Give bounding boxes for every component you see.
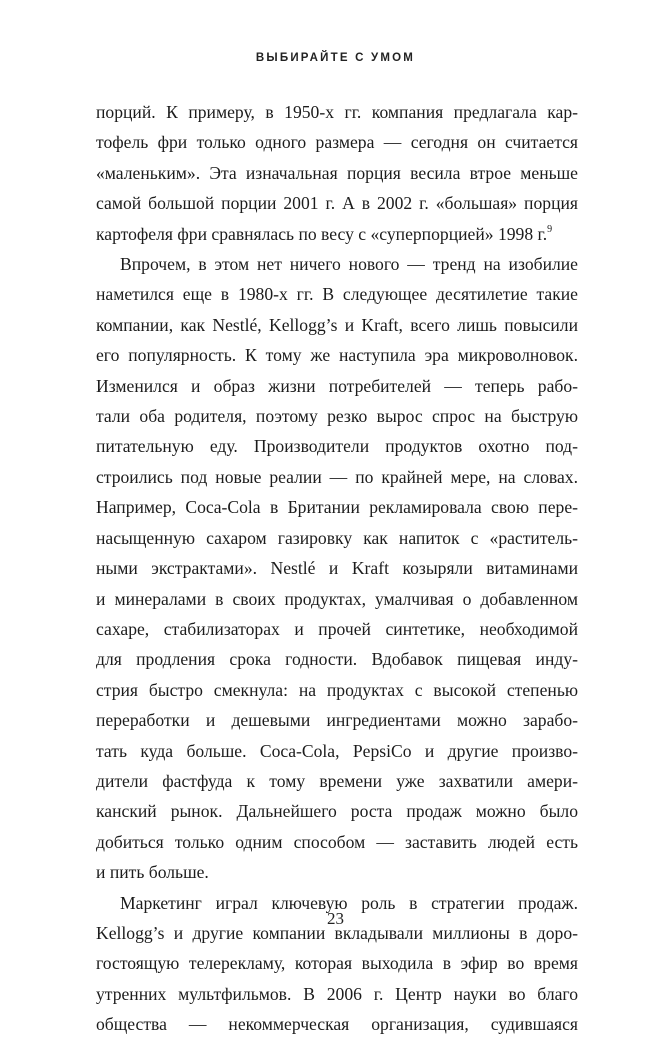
text-line: Впрочем, в этом нет ничего нового — тренд на изобилие [120, 254, 578, 275]
text-line: питательную еду. Производители продуктов охотно под- [96, 436, 578, 457]
text-line: самой большой порции 2001 г. А в 2002 г. «большая» порция [96, 193, 578, 214]
text-line: тали оба родителя, поэтому резко вырос спрос на быструю [96, 406, 578, 427]
text-line: строились под новые реалии — по крайней мере, на словах. [96, 466, 578, 487]
text-line: стрия быстро смекнула: на продуктах с высокой степенью [96, 679, 578, 700]
text-line: канский рынок. Дальнейшего роста продаж можно было [96, 801, 578, 822]
text-line: насыщенную сахаром газировку как напиток с «раститель- [96, 527, 578, 548]
text-line: наметился еще в 1980-х гг. В следующее десятилетие такие [96, 284, 578, 305]
text-line: его популярность. К тому же наступила эра микроволновок. [96, 345, 578, 366]
text-line: тофель фри только одного размера — сегодня он считается [96, 132, 578, 153]
running-head: ВЫБИРАЙТЕ С УМОМ [255, 52, 416, 64]
text-line: Маркетинг играл ключевую роль в стратегии продаж. [120, 892, 578, 913]
text-line: компании, как Nestlé, Kellogg’s и Kraft, всего лишь повысили [96, 314, 578, 335]
text-line: картофеля фри сравнялась по весу с «суперпорцией» 1998 г. [96, 223, 548, 244]
footnote-marker[interactable]: 9 [547, 223, 553, 235]
text-line: общества — некоммерческая организация, судившаяся [96, 1014, 578, 1035]
paragraph-2 [96, 249, 578, 888]
text-line: добиться только одним способом — заставить людей есть [96, 831, 578, 852]
text-line: Например, Coca-Cola в Британии рекламировала свою пере- [96, 497, 578, 518]
text-line: тать куда больше. Coca-Cola, PepsiCo и другие произво- [96, 740, 578, 761]
text-line-with-footnote [96, 219, 578, 249]
text-line: дители фастфуда к тому времени уже захватили амери- [96, 770, 578, 791]
text-line: и пить больше. [96, 862, 209, 883]
body-text [96, 97, 578, 1040]
text-line: сахаре, стабилизаторах и прочей синтетике, необходимой [96, 618, 578, 639]
text-line: Kellogg’s и другие компании вкладывали миллионы в доро- [96, 922, 578, 943]
paragraph-1 [96, 97, 578, 249]
text-line: «маленьким». Эта изначальная порция весила втрое меньше [96, 162, 578, 183]
text-line: для продления срока годности. Вдобавок пищевая инду- [96, 649, 578, 670]
text-line: и минералами в своих продуктах, умалчивая о добавленном [96, 588, 578, 609]
text-line: ными экстрактами». Nestlé и Kraft козыряли витаминами [96, 558, 578, 579]
text-line: Изменился и образ жизни потребителей — теперь рабо- [96, 375, 578, 396]
text-line: гостоящую телерекламу, которая выходила в эфир во время [96, 953, 578, 974]
text-line: утренних мультфильмов. В 2006 г. Центр науки во благо [96, 983, 578, 1004]
page-number: 23 [327, 909, 344, 928]
text-line: порций. К примеру, в 1950-х гг. компания предлагала кар- [96, 102, 578, 122]
text-line: переработки и дешевыми ингредиентами можно зарабо- [96, 710, 578, 731]
